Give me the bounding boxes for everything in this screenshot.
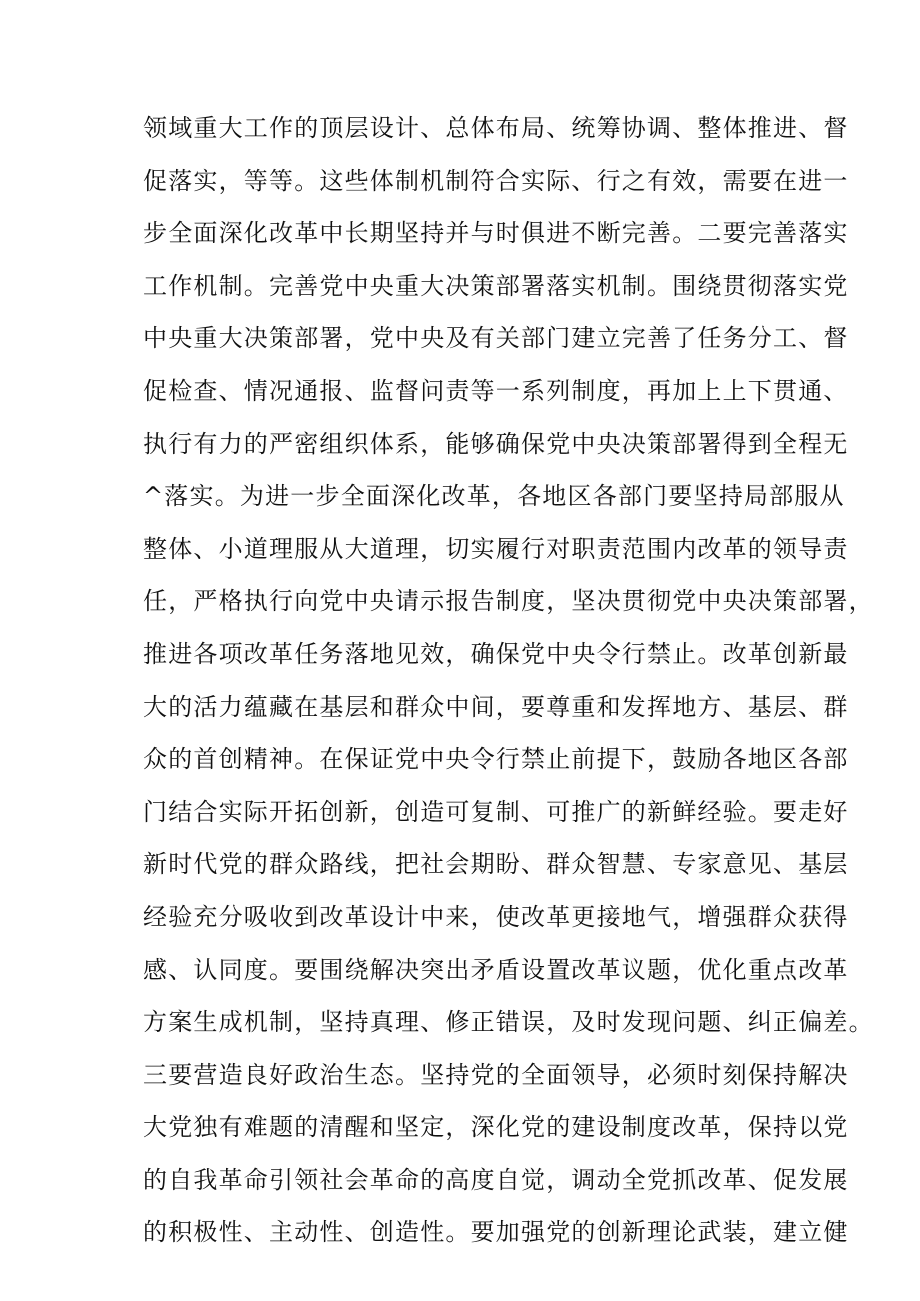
text-line: 新时代党的群众路线，把社会期盼、群众智慧、专家意见、基层: [143, 850, 849, 879]
text-line: 中央重大决策部署，党中央及有关部门建立完善了任务分工、督: [143, 324, 849, 353]
text-line: 促检查、情况通报、监督问责等一系列制度，再加上上下贯通、: [143, 376, 849, 405]
text-line: 整体、小道理服从大道理，切实履行对职责范围内改革的领导责: [143, 534, 849, 563]
text-line: 执行有力的严密组织体系，能够确保党中央决策部署得到全程无: [143, 429, 849, 458]
text-line: 大党独有难题的清醒和坚定，深化党的建设制度改革，保持以党: [143, 1113, 849, 1142]
text-line: 领域重大工作的顶层设计、总体布局、统筹协调、整体推进、督: [143, 114, 849, 142]
text-line: 促落实，等等。这些体制机制符合实际、行之有效，需要在进一: [143, 166, 849, 195]
text-line: ^落实。为进一步全面深化改革，各地区各部门要坚持局部服从: [143, 482, 845, 511]
text-line: 的自我革命引领社会革命的高度自觉，调动全党抓改革、促发展: [143, 1165, 849, 1194]
text-line: 经验充分吸收到改革设计中来，使改革更接地气，增强群众获得: [143, 902, 849, 931]
text-line: 步全面深化改革中长期坚持并与时俱进不断完善。二要完善落实: [143, 219, 849, 248]
body-text: [143, 108, 874, 1265]
text-line: 的积极性、主动性、创造性。要加强党的创新理论武装，建立健: [143, 1218, 849, 1247]
text-line: 感、认同度。要围绕解决突出矛盾设置改革议题，优化重点改革: [143, 955, 849, 984]
text-line: 三要营造良好政治生态。坚持党的全面领导，必须时刻保持解决: [143, 1060, 849, 1089]
text-line: 工作机制。完善党中央重大决策部署落实机制。围绕贯彻落实党: [143, 271, 849, 300]
text-line: 任，严格执行向党中央请示报告制度，坚决贯彻党中央决策部署，: [143, 587, 874, 616]
text-line: 门结合实际开拓创新，创造可复制、可推广的新鲜经验。要走好: [143, 797, 849, 826]
text-line: 大的活力蕴藏在基层和群众中间，要尊重和发挥地方、基层、群: [143, 692, 849, 721]
text-line: 推进各项改革任务落地见效，确保党中央令行禁止。改革创新最: [143, 639, 849, 668]
text-line: 方案生成机制，坚持真理、修正错误，及时发现问题、纠正偏差。: [143, 1008, 874, 1037]
text-line: 众的首创精神。在保证党中央令行禁止前提下，鼓励各地区各部: [143, 745, 849, 774]
